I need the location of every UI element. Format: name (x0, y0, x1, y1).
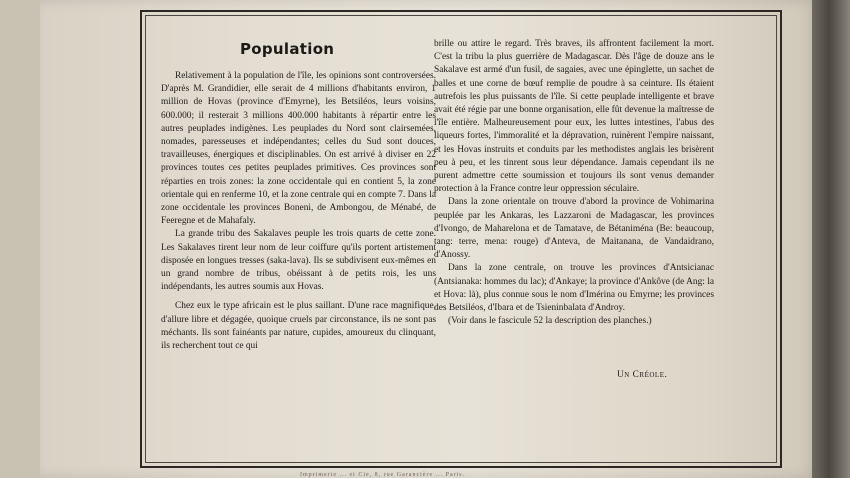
paragraph: Dans la zone centrale, on trouve les provinces d'Antsicianac (Antsianaka: hommes du lac); d'Ankaye; la province d'Ankôve (de Ang: la et Hova: là), plus connue sous le nom d'Imérina ou Emyrne; les provinces des Betsiléos, d'Ibara et de Tsieninbalata d'Androy. (434, 263, 714, 314)
paragraph: brille ou attire le regard. Très braves, ils affrontent facilement la mort. C'est la tribu la plus guerrière de Madagascar. Dès l'âge de douze ans le Sakalave est armé d'un fusil, de sagaies, avec une épinglette, un sachet de balles et une corne de bœuf remplie de poudre à sa ceinture. Ils étaient autrefois les plus puissants de l'île. Si cette peuplade intelligente et brave avait été régie par une bonne organisation, elle fût devenue la maîtresse de l'île entière. Malheureusement pour eux, les luttes intestines, l'abus des liqueurs fortes, l'immoralité et la dépravation, ruinèrent l'empire naissant, et les Hovas instruits et conduits par les methodistes anglais les brisèrent peu à peu, et les tinrent sous leur dépendance. Jamais cependant ils ne purent admettre cette soumission et toujours ils sont venus demander protection à la France contre leur oppression séculaire. (434, 39, 714, 195)
paragraph: Chez eux le type africain est le plus saillant. D'une race magnifique, d'allure libre et dégagée, quoique cruels par circonstance, ils ne sont pas méchants. Ils sont fainéants par nature, cupides, amoureux du clinquant, ils recherchent tout ce qui (161, 301, 436, 352)
book-binding (812, 0, 850, 478)
page-title: Population (240, 40, 335, 58)
author-signature: Un Créole. (617, 370, 668, 380)
printer-footer: Imprimerie ... et Cie, 8, rue Garancière ... Paris. (300, 472, 466, 478)
paragraph: Relativement à la population de l'île, les opinions sont controversées. D'après M. Grandidier, elle serait de 4 millions d'habitants environ, 1 million de Hovas (province d'Emyrne), les Betsiléos, leurs voisins, 600.000; il resterait 3 millions 400.000 habitants à répartir entre les autres peuplades indigènes. Les peuplades du Nord sont clairsemées, nomades, paresseuses et indépendantes; celles du Sud sont douces, travailleuses, énergiques et disciplinables. On est arrivé à diviser en 22 provinces toutes ces petites peuplades primitives. Ces provinces sont réparties en trois zones: la zone occidentale qui en contient 5, la zone orientale qui en renferme 10, et la zone centrale qui en compte 7. Dans la zone occidentale les provinces Boneni, de Ambongou, de Ménabé, de Feeregne et de Mahafaly. (161, 71, 436, 227)
left-column (161, 70, 436, 353)
paragraph: La grande tribu des Sakalaves peuple les trois quarts de cette zone. Les Sakalaves tirent leur nom de leur coiffure qu'ils portent artistement disposée en longues tresses (saka-lava). Ils se subdivisent eux-mêmes en un grand nombre de tribus, obéissant à de petits rois, les uns indépendants, les autres soumis aux Hovas. (161, 229, 436, 293)
paragraph: Dans la zone orientale on trouve d'abord la province de Vohimarina peuplée par les Ankaras, les Lazzaroni de Madagascar, les provinces d'Ivongo, de Maharelona et de Tamatave, de Bétaniména (Be: beaucoup, tang: terre, mena: rouge) d'Anteva, de Maitanana, de Vandaidrano, d'Anossy. (434, 197, 714, 261)
right-column (434, 38, 714, 328)
paragraph: (Voir dans le fascicule 52 la description des planches.) (448, 316, 652, 327)
